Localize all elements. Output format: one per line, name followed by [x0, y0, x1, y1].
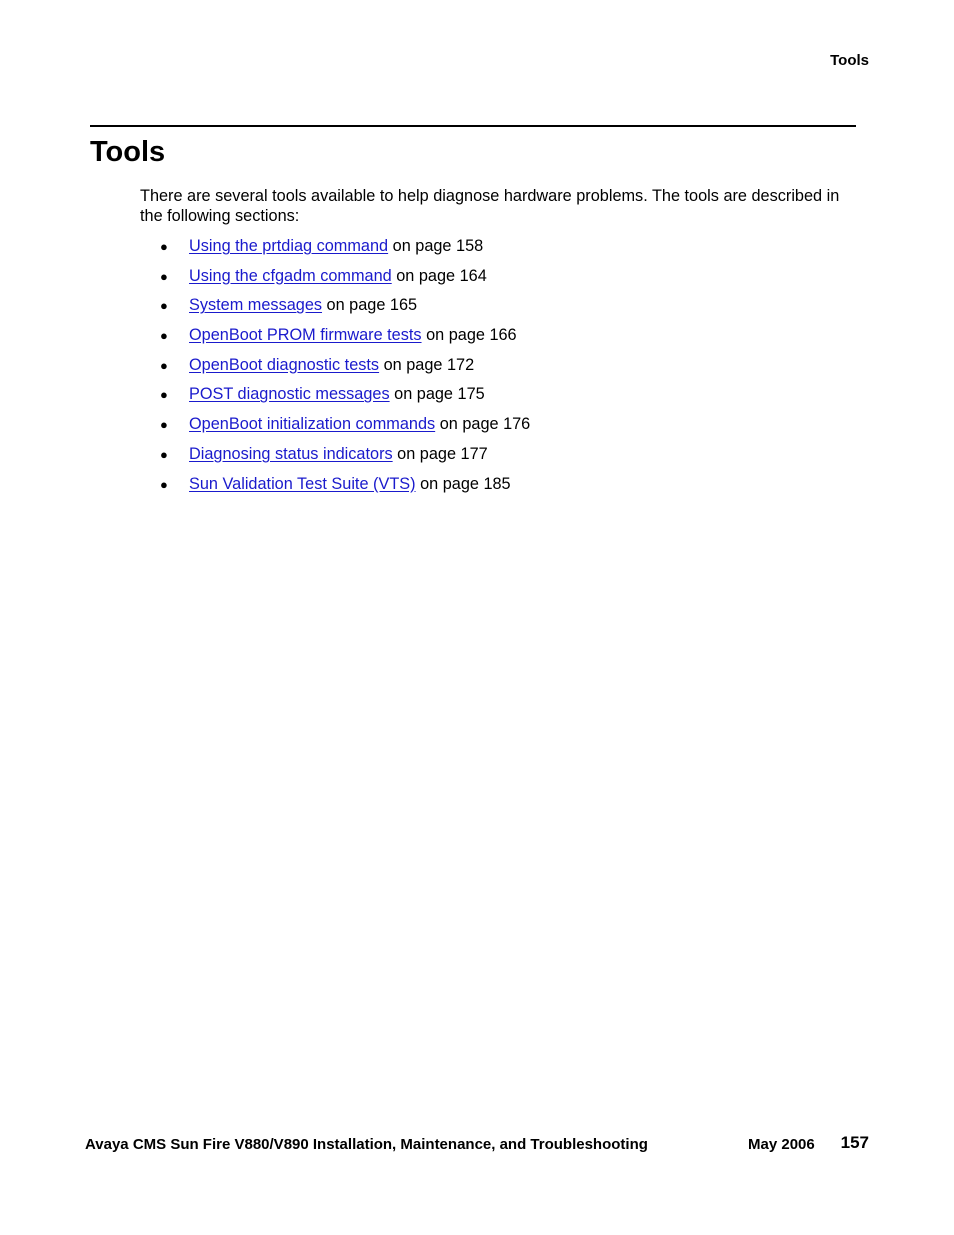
page-reference: on page 176: [435, 415, 531, 434]
list-item: [160, 414, 530, 444]
list-item: [160, 266, 530, 296]
bullet-icon: ●: [160, 328, 168, 344]
page-reference: on page 164: [391, 266, 487, 285]
intro-paragraph: There are several tools available to help diagnose hardware problems. The tools are described in the following sections:: [140, 187, 840, 225]
list-item: [160, 474, 530, 504]
link-openboot-prom-firmware-tests[interactable]: OpenBoot PROM firmware tests: [189, 326, 422, 345]
bullet-icon: ●: [160, 476, 168, 492]
page-reference: on page 165: [322, 296, 418, 315]
page-number: 157: [840, 1133, 869, 1152]
list-item: [160, 325, 530, 355]
bullet-icon: ●: [160, 387, 168, 403]
title-rule: [90, 125, 856, 127]
page-reference: on page 175: [389, 385, 485, 404]
link-post-diagnostic-messages[interactable]: POST diagnostic messages: [189, 385, 390, 404]
bullet-icon: ●: [160, 446, 168, 462]
page-title: Tools: [90, 136, 166, 168]
bullet-icon: ●: [160, 298, 168, 314]
running-header: Tools: [830, 52, 869, 69]
link-openboot-diagnostic-tests[interactable]: OpenBoot diagnostic tests: [189, 355, 380, 374]
link-cfgadm-command[interactable]: Using the cfgadm command: [189, 266, 392, 285]
bullet-icon: ●: [160, 357, 168, 373]
link-openboot-initialization-commands[interactable]: OpenBoot initialization commands: [189, 415, 436, 434]
footer-date: May 2006: [748, 1136, 815, 1153]
list-item: [160, 384, 530, 414]
footer-document-title: Avaya CMS Sun Fire V880/V890 Installation, Maintenance, and Troubleshooting: [85, 1136, 648, 1153]
link-sun-validation-test-suite[interactable]: Sun Validation Test Suite (VTS): [189, 474, 416, 493]
link-system-messages[interactable]: System messages: [189, 296, 323, 315]
page-reference: on page 166: [421, 326, 517, 345]
page-reference: on page 185: [415, 474, 511, 493]
list-item: [160, 444, 530, 474]
page-reference: on page 158: [388, 237, 484, 255]
bullet-icon: ●: [160, 239, 168, 254]
bullet-icon: ●: [160, 268, 168, 284]
page-reference: on page 172: [379, 355, 475, 374]
list-item: [160, 355, 530, 385]
tool-list: [160, 236, 530, 503]
link-diagnosing-status-indicators[interactable]: Diagnosing status indicators: [189, 444, 393, 463]
bullet-icon: ●: [160, 417, 168, 433]
page-reference: on page 177: [392, 444, 488, 463]
list-item: [160, 236, 530, 266]
list-item: [160, 295, 530, 325]
link-prtdiag-command[interactable]: Using the prtdiag command: [189, 237, 389, 255]
